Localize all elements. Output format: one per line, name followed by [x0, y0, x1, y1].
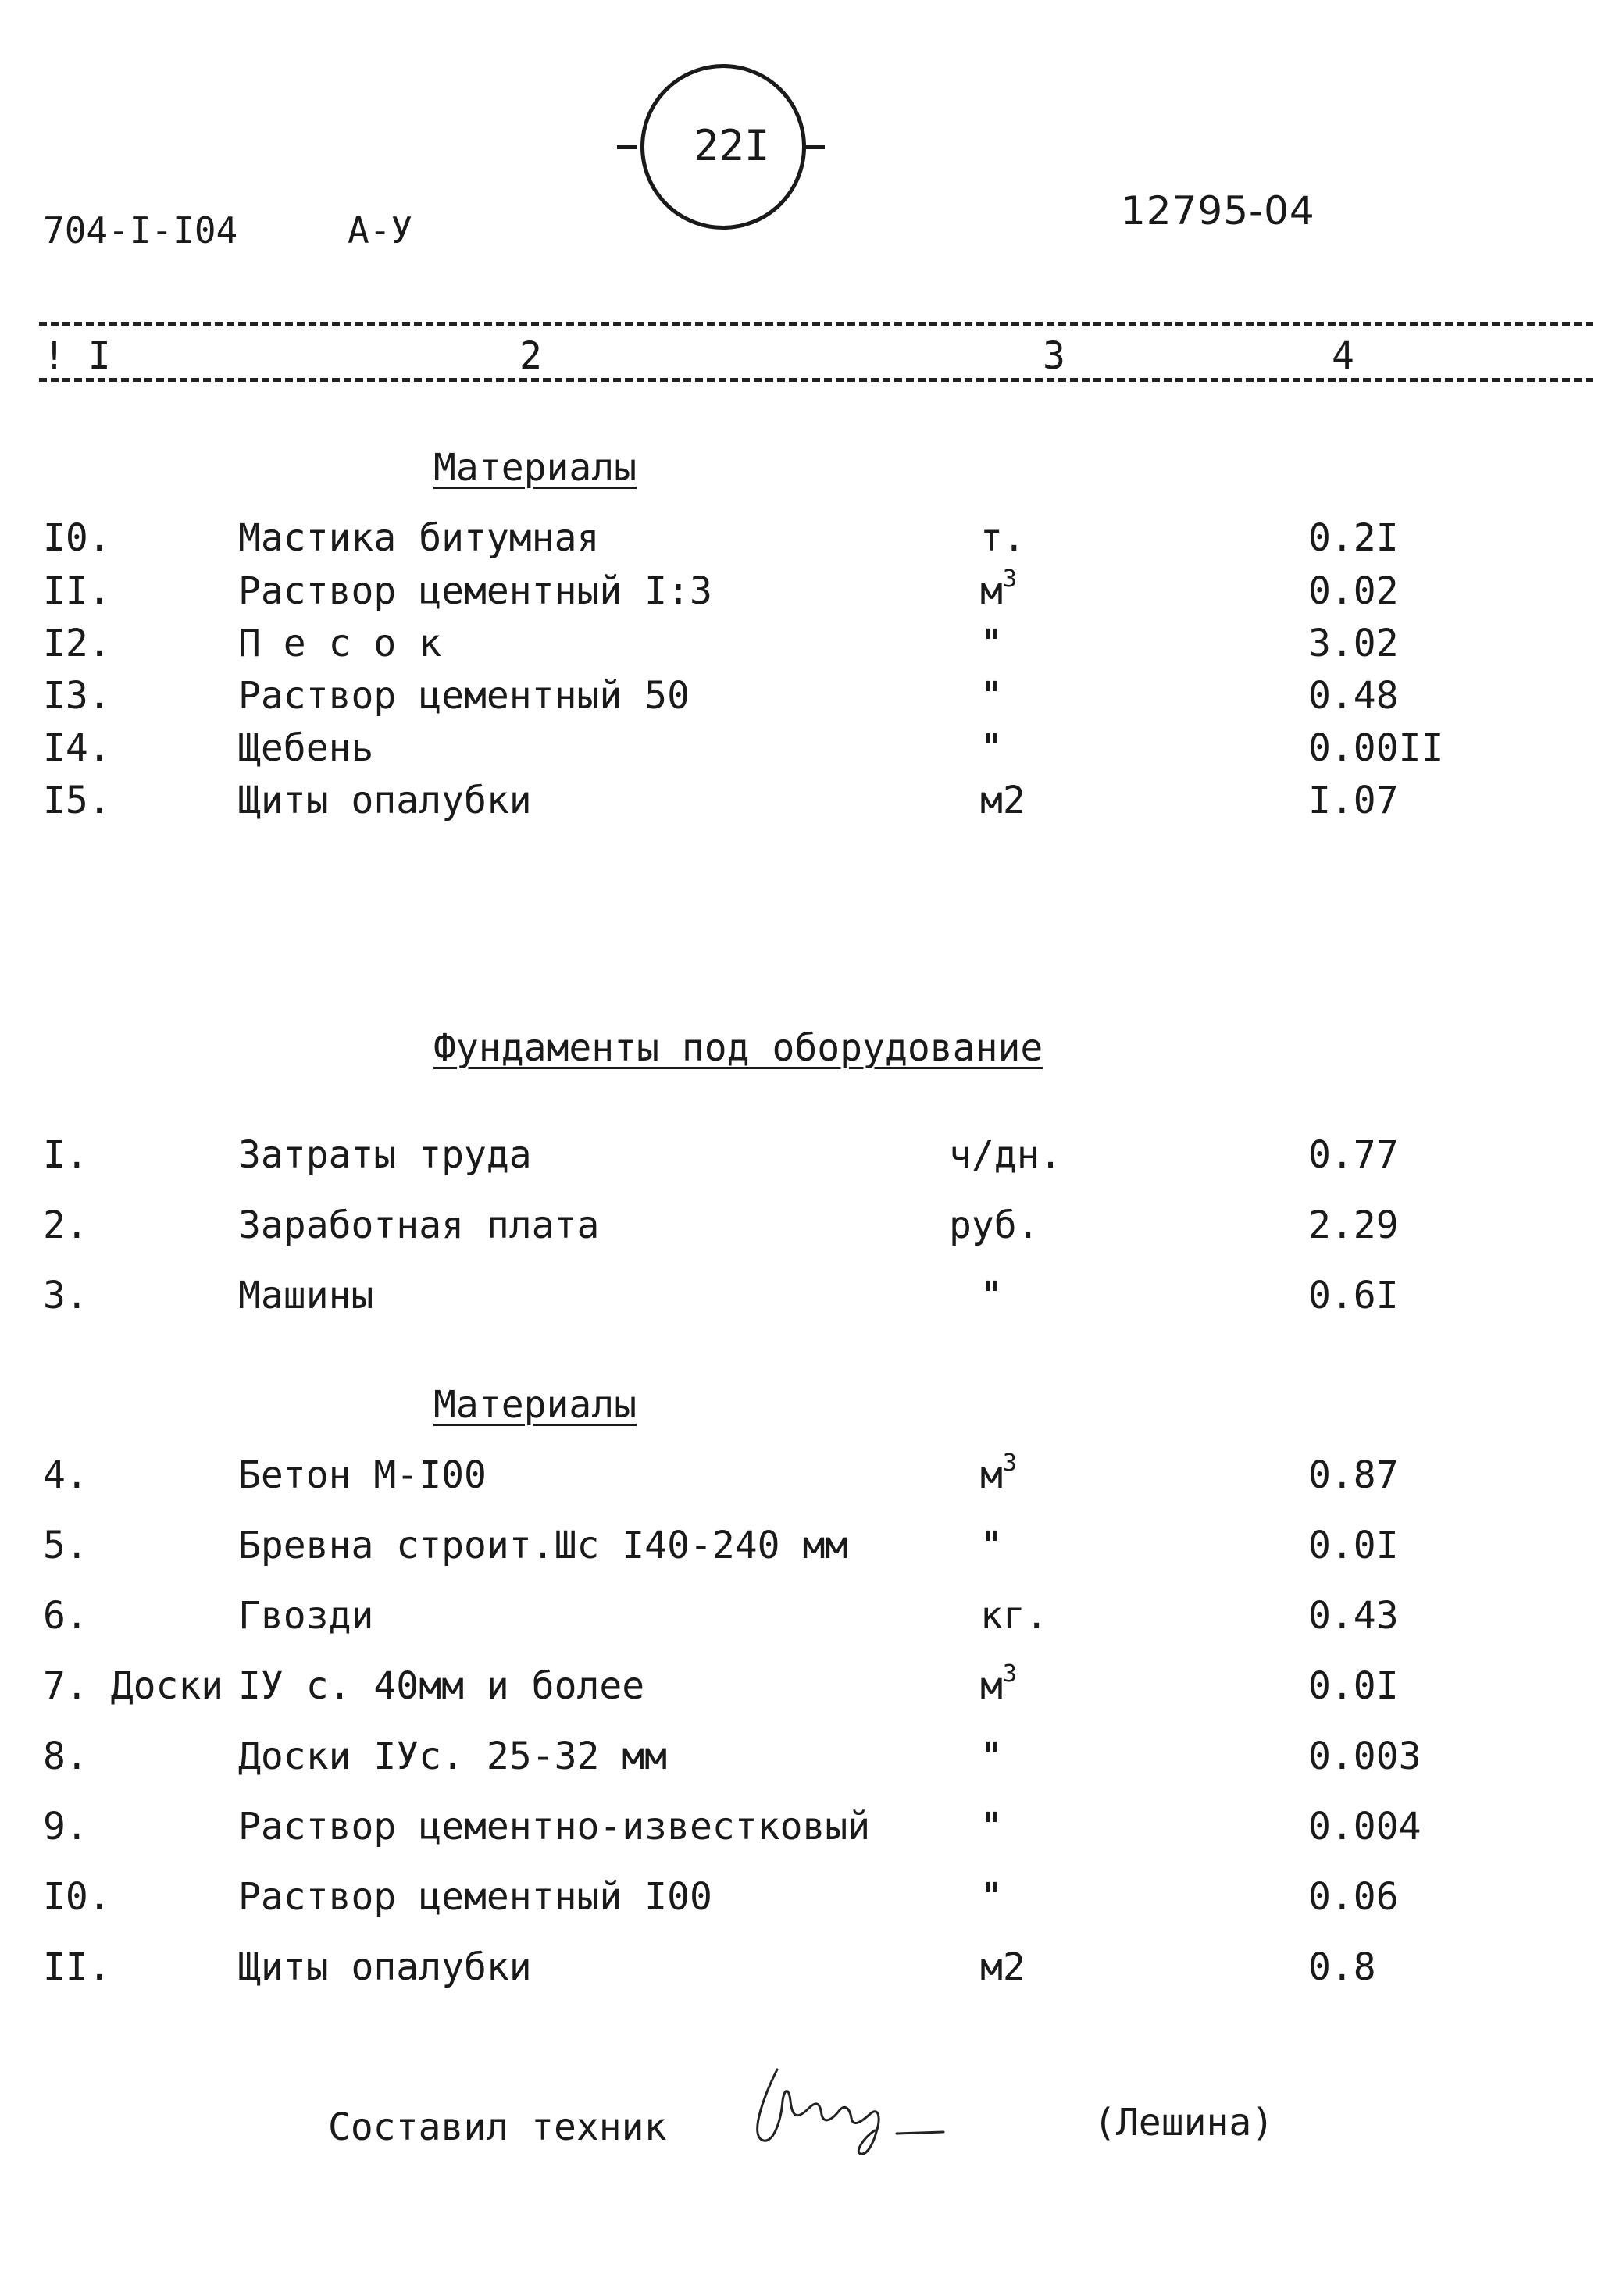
doc-code: 704-I-I04	[43, 209, 238, 251]
circle-right-tick	[804, 145, 825, 149]
row-value: 0.87	[1308, 1453, 1399, 1497]
row-name: Затраты труда	[238, 1133, 532, 1177]
row-unit: $м^3$	[980, 565, 1017, 613]
row-unit: "	[980, 1805, 1003, 1849]
section1-subtitle: Материалы	[433, 446, 637, 490]
row-unit: $м^3$	[980, 1449, 1017, 1497]
row-unit: "	[980, 1734, 1003, 1778]
row-name: П е с о к	[238, 622, 442, 665]
row-unit: м2	[980, 1945, 1026, 1989]
row-name: Гвозди	[238, 1594, 374, 1638]
row-value: 0.02	[1308, 569, 1399, 613]
column-header-4: 4	[1332, 334, 1354, 378]
row-number: I.	[43, 1133, 88, 1177]
row-unit: "	[980, 1274, 1003, 1317]
row-value: 0.0I	[1308, 1524, 1399, 1567]
sheet-number: 22I	[694, 121, 770, 170]
row-value: 0.77	[1308, 1133, 1399, 1177]
row-number: I2.	[43, 622, 111, 665]
row-number: II.	[43, 1945, 111, 1989]
header-dash-bottom	[39, 378, 1593, 382]
row-number: 3.	[43, 1274, 88, 1317]
row-name: Заработная плата	[238, 1203, 600, 1247]
row-value: 2.29	[1308, 1203, 1399, 1247]
row-name: Раствор цементный I:3	[238, 569, 712, 613]
row-unit: т.	[980, 516, 1026, 560]
row-name: Раствор цементный I00	[238, 1875, 712, 1919]
row-number: 7. Доски	[43, 1664, 224, 1708]
row-value: 0.004	[1308, 1805, 1421, 1849]
row-value: 3.02	[1308, 622, 1399, 665]
row-unit: "	[980, 674, 1003, 718]
row-unit: "	[980, 622, 1003, 665]
row-unit: "	[980, 726, 1003, 770]
row-value: 0.0I	[1308, 1664, 1399, 1708]
column-header-2: 2	[519, 334, 542, 378]
row-number: I3.	[43, 674, 111, 718]
row-value: 0.06	[1308, 1875, 1399, 1919]
unit-superscript: 3	[1002, 1449, 1017, 1477]
row-number: I4.	[43, 726, 111, 770]
row-number: 6.	[43, 1594, 88, 1638]
row-name: Бревна строит.Шс I40-240 мм	[238, 1524, 848, 1567]
row-number: 4.	[43, 1453, 88, 1497]
handwritten-code: 12795-04	[1121, 188, 1315, 234]
row-name: Доски IУс. 25-32 мм	[238, 1734, 668, 1778]
row-number: 9.	[43, 1805, 88, 1849]
row-number: II.	[43, 569, 111, 613]
row-value: 0.2I	[1308, 516, 1399, 560]
row-name: Раствор цементно-известковый	[238, 1805, 871, 1849]
section2-subtitle: Материалы	[433, 1383, 637, 1427]
unit-superscript: 3	[1002, 1660, 1017, 1688]
row-unit: ч/дн.	[949, 1133, 1062, 1177]
compiler-name: (Лешина)	[1093, 2101, 1275, 2144]
row-number: I0.	[43, 1875, 111, 1919]
row-value: 0.003	[1308, 1734, 1421, 1778]
row-number: 2.	[43, 1203, 88, 1247]
row-value: 0.48	[1308, 674, 1399, 718]
row-value: 0.00II	[1308, 726, 1444, 770]
row-unit: кг.	[980, 1594, 1048, 1638]
doc-series: А-У	[348, 209, 413, 251]
row-name: IУ с. 40мм и более	[238, 1664, 645, 1708]
signature	[734, 2046, 976, 2163]
row-name: Машины	[238, 1274, 374, 1317]
row-number: I0.	[43, 516, 111, 560]
row-unit: "	[980, 1524, 1003, 1567]
row-unit: $м^3$	[980, 1660, 1017, 1708]
row-number: I5.	[43, 779, 111, 822]
compiled-by-label: Составил техник	[328, 2105, 667, 2149]
row-name: Щебень	[238, 726, 374, 770]
row-name: Бетон М-I00	[238, 1453, 487, 1497]
circle-left-tick	[617, 145, 637, 149]
row-value: 0.6I	[1308, 1274, 1399, 1317]
row-unit: "	[980, 1875, 1003, 1919]
row-name: Щиты опалубки	[238, 1945, 532, 1989]
section2-title: Фундаменты под оборудование	[433, 1026, 1043, 1070]
unit-superscript: 3	[1002, 565, 1017, 593]
row-name: Раствор цементный 50	[238, 674, 690, 718]
column-header-1: ! I	[43, 334, 111, 378]
header-dash-top	[39, 322, 1593, 326]
column-header-3: 3	[1043, 334, 1065, 378]
row-name: Щиты опалубки	[238, 779, 532, 822]
row-value: 0.43	[1308, 1594, 1399, 1638]
row-unit: м2	[980, 779, 1026, 822]
row-unit: руб.	[949, 1203, 1040, 1247]
row-name: Мастика битумная	[238, 516, 600, 560]
row-number: 8.	[43, 1734, 88, 1778]
row-number: 5.	[43, 1524, 88, 1567]
row-value: 0.8	[1308, 1945, 1376, 1989]
row-value: I.07	[1308, 779, 1399, 822]
